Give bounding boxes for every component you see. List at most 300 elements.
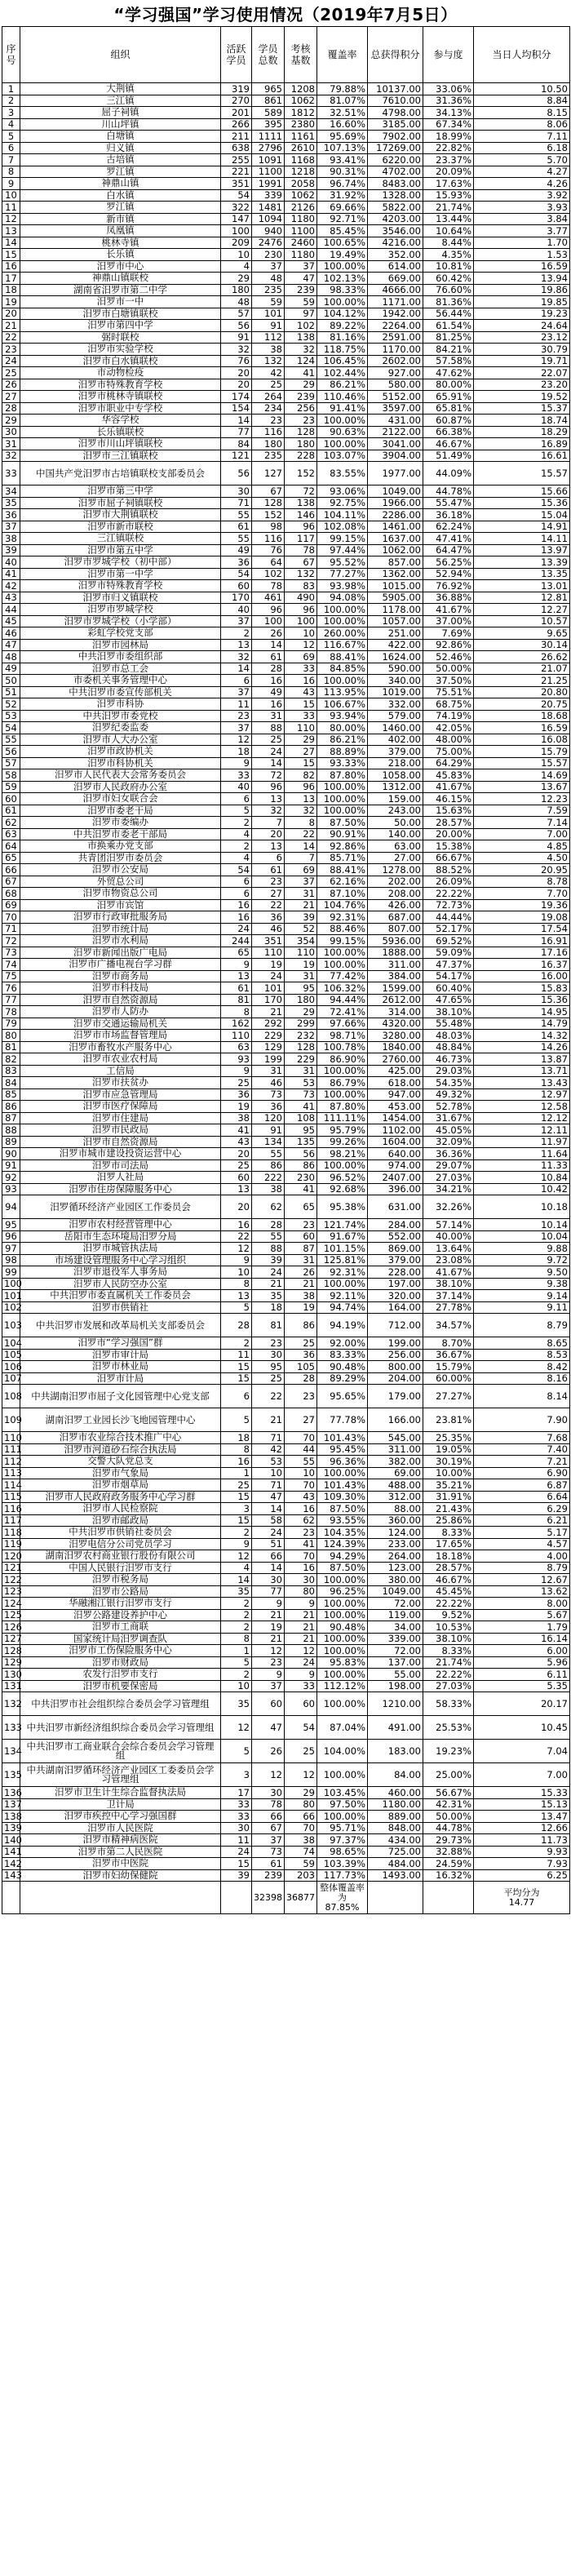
cell-avg: 8.42 (474, 1361, 570, 1373)
cell-participation: 47.37% (423, 959, 474, 971)
cell-avg: 8.53 (474, 1349, 570, 1361)
cell-points: 1057.00 (368, 615, 423, 627)
table-row (2, 864, 570, 876)
cell-participation: 38.10% (423, 1633, 474, 1645)
cell-base: 62 (285, 1514, 317, 1527)
cell-base: 180 (285, 994, 317, 1006)
cell-active: 25 (221, 1159, 252, 1172)
cell-org: 长乐镇联校 (20, 426, 221, 438)
cell-points: 311.00 (368, 959, 423, 971)
cell-total: 7 (252, 817, 285, 829)
table-row (2, 426, 570, 438)
table-row (2, 1408, 570, 1432)
cell-base: 354 (285, 935, 317, 947)
cell-org: 汨罗市农村经营管理中心 (20, 1219, 221, 1231)
cell-active: 16 (221, 1219, 252, 1231)
cell-total: 180 (252, 438, 285, 450)
cell-points: 7610.00 (368, 95, 423, 107)
table-row (2, 769, 570, 782)
cell-points: 1493.00 (368, 1869, 423, 1882)
cell-points: 379.00 (368, 1254, 423, 1266)
cell-org: 汨罗市人民代表大会常务委员会 (20, 769, 221, 782)
cell-active: 39 (221, 1869, 252, 1882)
cell-total: 96 (252, 604, 285, 616)
cell-participation: 10.53% (423, 1621, 474, 1634)
table-row (2, 308, 570, 320)
cell-index: 135 (2, 1763, 20, 1787)
cell-base: 1161 (285, 131, 317, 143)
cell-points: 2122.00 (368, 426, 423, 438)
table-row (2, 675, 570, 687)
cell-total: 60 (252, 1692, 285, 1716)
cell-index: 15 (2, 249, 20, 261)
cell-base: 1812 (285, 107, 317, 119)
cell-base: 83 (285, 580, 317, 592)
cell-org: 汨罗电信分公司党员学习 (20, 1538, 221, 1550)
cell-points: 243.00 (368, 805, 423, 817)
cell-org: 新市镇 (20, 213, 221, 225)
cell-participation: 27.78% (423, 1301, 474, 1314)
cell-org: 汨罗市河道砂石综合执法局 (20, 1443, 221, 1456)
cell-index: 139 (2, 1822, 20, 1834)
cell-org: 古培镇 (20, 154, 221, 166)
cell-avg: 3.92 (474, 189, 570, 202)
cell-participation: 22.82% (423, 142, 474, 154)
cell-avg: 8.00 (474, 1598, 570, 1610)
cell-active: 8 (221, 1633, 252, 1645)
cell-points: 197.00 (368, 1278, 423, 1290)
cell-total: 21 (252, 1609, 285, 1621)
cell-total: 77 (252, 1585, 285, 1598)
cell-org: 汨罗市第四中学 (20, 320, 221, 332)
cell-index: 29 (2, 415, 20, 427)
table-row (2, 1266, 570, 1279)
cell-index: 114 (2, 1479, 20, 1492)
cell-points: 927.00 (368, 367, 423, 379)
cell-base: 27 (285, 1408, 317, 1432)
cell-index: 75 (2, 970, 20, 982)
cell-points: 2760.00 (368, 1053, 423, 1066)
cell-avg: 15.36 (474, 994, 570, 1006)
cell-index: 113 (2, 1467, 20, 1479)
cell-avg: 8.65 (474, 1337, 570, 1350)
cell-index: 8 (2, 166, 20, 178)
table-row (2, 1692, 570, 1716)
cell-org: 汨罗市委编办 (20, 817, 221, 829)
cell-active: 12 (221, 1243, 252, 1255)
cell-index: 16 (2, 260, 20, 273)
cell-participation: 62.24% (423, 521, 474, 533)
cell-points: 1977.00 (368, 462, 423, 485)
table-row (2, 1077, 570, 1089)
cell-coverage: 102.08% (317, 521, 368, 533)
cell-index: 60 (2, 793, 20, 805)
cell-active: 209 (221, 237, 252, 249)
cell-base: 43 (285, 686, 317, 698)
cell-active: 1 (221, 1467, 252, 1479)
cell-total: 101 (252, 308, 285, 320)
cell-participation: 28.57% (423, 1562, 474, 1574)
table-row (2, 1372, 570, 1385)
cell-org: 汨罗市“学习强国”群 (20, 1337, 221, 1350)
cell-active: 2 (221, 1669, 252, 1681)
cell-total: 351 (252, 935, 285, 947)
summary-coverage-label: 整体覆盖率为 (320, 1882, 365, 1903)
cell-index: 88 (2, 1124, 20, 1137)
cell-base: 132 (285, 568, 317, 580)
cell-total: 965 (252, 83, 285, 95)
cell-base: 12 (285, 1763, 317, 1787)
cell-total: 940 (252, 225, 285, 237)
cell-base: 43 (285, 1491, 317, 1503)
table-row (2, 1290, 570, 1302)
cell-participation: 30.19% (423, 1456, 474, 1468)
cell-active: 5 (221, 1408, 252, 1432)
cell-points: 166.00 (368, 1408, 423, 1432)
cell-org: 外贸总公司 (20, 876, 221, 888)
cell-points: 3185.00 (368, 118, 423, 131)
cell-coverage: 100.00% (317, 438, 368, 450)
cell-coverage: 96.25% (317, 1585, 368, 1598)
cell-points: 1049.00 (368, 485, 423, 498)
cell-points: 137.00 (368, 1656, 423, 1669)
table-row (2, 876, 570, 888)
table-row (2, 485, 570, 498)
cell-points: 140.00 (368, 828, 423, 840)
cell-org: 彩虹学校党支部 (20, 627, 221, 640)
cell-avg: 22.07 (474, 367, 570, 379)
cell-org: 汨罗市邮政局 (20, 1514, 221, 1527)
cell-participation: 32.88% (423, 1846, 474, 1858)
table-row (2, 923, 570, 935)
cell-total: 589 (252, 107, 285, 119)
cell-points: 947.00 (368, 1088, 423, 1101)
cell-active: 12 (221, 734, 252, 746)
cell-participation: 19.05% (423, 1443, 474, 1456)
table-row (2, 1598, 570, 1610)
table-row (2, 592, 570, 604)
cell-points: 1102.00 (368, 1124, 423, 1137)
cell-base: 135 (285, 1136, 317, 1148)
cell-index: 46 (2, 627, 20, 640)
cell-points: 159.00 (368, 793, 423, 805)
cell-index: 122 (2, 1574, 20, 1586)
cell-base: 28 (285, 1372, 317, 1385)
cell-active: 6 (221, 793, 252, 805)
cell-avg: 9.38 (474, 1278, 570, 1290)
cell-active: 2 (221, 840, 252, 853)
cell-active: 19 (221, 1101, 252, 1113)
cell-total: 128 (252, 497, 285, 509)
cell-avg: 7.11 (474, 131, 570, 143)
cell-active: 16 (221, 911, 252, 924)
cell-participation: 56.67% (423, 1787, 474, 1799)
summary-org (20, 1882, 221, 1914)
cell-points: 256.00 (368, 1349, 423, 1361)
cell-active: 33 (221, 1811, 252, 1823)
cell-avg: 10.50 (474, 83, 570, 95)
table-row (2, 627, 570, 640)
cell-index: 132 (2, 1692, 20, 1716)
table-row (2, 734, 570, 746)
cell-avg: 6.64 (474, 1491, 570, 1503)
cell-participation: 92.86% (423, 639, 474, 651)
cell-participation: 13.64% (423, 1243, 474, 1255)
cell-total: 98 (252, 521, 285, 533)
cell-active: 2 (221, 1609, 252, 1621)
cell-index: 121 (2, 1562, 20, 1574)
cell-base: 2610 (285, 142, 317, 154)
cell-active: 14 (221, 415, 252, 427)
cell-base: 78 (285, 544, 317, 556)
cell-points: 1171.00 (368, 296, 423, 308)
cell-total: 239 (252, 1869, 285, 1882)
summary-avg-label: 平均分为 (503, 1887, 540, 1898)
cell-points: 72.00 (368, 1598, 423, 1610)
cell-org: 汨罗市新闻出版广电局 (20, 947, 221, 959)
cell-points: 4320.00 (368, 1018, 423, 1030)
cell-active: 638 (221, 142, 252, 154)
cell-points: 4702.00 (368, 166, 423, 178)
cell-active: 36 (221, 556, 252, 569)
cell-participation: 27.03% (423, 1680, 474, 1692)
cell-total: 61 (252, 864, 285, 876)
cell-coverage: 86.79% (317, 1077, 368, 1089)
cell-points: 5822.00 (368, 202, 423, 214)
cell-coverage: 92.31% (317, 1266, 368, 1279)
cell-base: 70 (285, 1822, 317, 1834)
cell-base: 15 (285, 757, 317, 769)
cell-participation: 57.14% (423, 1219, 474, 1231)
cell-org: 汨罗纪委监委 (20, 722, 221, 734)
cell-avg: 4.85 (474, 840, 570, 853)
cell-total: 37 (252, 260, 285, 273)
cell-avg: 6.25 (474, 1869, 570, 1882)
cell-coverage: 99.26% (317, 1136, 368, 1148)
cell-participation: 76.60% (423, 284, 474, 296)
cell-coverage: 99.15% (317, 533, 368, 545)
cell-index: 128 (2, 1645, 20, 1657)
cell-org: 汨罗市白水镇联校 (20, 355, 221, 367)
cell-coverage: 100.00% (317, 781, 368, 793)
cell-org: 汨罗市园林局 (20, 639, 221, 651)
cell-active: 266 (221, 118, 252, 131)
cell-avg: 7.00 (474, 828, 570, 840)
cell-index: 40 (2, 556, 20, 569)
cell-total: 24 (252, 1527, 285, 1539)
cell-participation: 56.44% (423, 308, 474, 320)
cell-participation: 34.13% (423, 107, 474, 119)
cell-total: 49 (252, 686, 285, 698)
cell-active: 319 (221, 83, 252, 95)
cell-points: 17269.00 (368, 142, 423, 154)
cell-coverage: 87.80% (317, 1101, 368, 1113)
cell-index: 125 (2, 1609, 20, 1621)
cell-coverage: 95.65% (317, 1385, 368, 1408)
cell-avg: 5.96 (474, 1656, 570, 1669)
cell-org: 汨罗市科技局 (20, 982, 221, 995)
cell-base: 110 (285, 722, 317, 734)
cell-org: 汨罗市妇幼保健院 (20, 1869, 221, 1882)
cell-avg: 8.79 (474, 1562, 570, 1574)
cell-points: 382.00 (368, 1456, 423, 1468)
table-row (2, 1669, 570, 1681)
cell-index: 76 (2, 982, 20, 995)
cell-points: 453.00 (368, 1101, 423, 1113)
col-header-org: 组织 (20, 27, 221, 83)
cell-active: 9 (221, 1538, 252, 1550)
cell-org: 汨罗市医疗保障局 (20, 1101, 221, 1113)
cell-base: 96 (285, 781, 317, 793)
table-row (2, 722, 570, 734)
cell-participation: 61.54% (423, 320, 474, 332)
cell-total: 2476 (252, 237, 285, 249)
table-row (2, 1337, 570, 1350)
cell-base: 29 (285, 734, 317, 746)
cell-points: 204.00 (368, 1372, 423, 1385)
cell-points: 669.00 (368, 273, 423, 285)
table-row (2, 260, 570, 273)
cell-base: 30 (285, 1574, 317, 1586)
cell-avg: 18.74 (474, 415, 570, 427)
cell-active: 37 (221, 722, 252, 734)
cell-coverage: 88.41% (317, 864, 368, 876)
table-row (2, 663, 570, 675)
cell-coverage: 86.21% (317, 379, 368, 391)
cell-total: 48 (252, 273, 285, 285)
cell-org: 汨罗市机要保密局 (20, 1680, 221, 1692)
cell-total: 234 (252, 402, 285, 415)
cell-base: 16 (285, 1503, 317, 1515)
cell-participation: 26.09% (423, 876, 474, 888)
cell-org: 中共汨罗市供销社委员会 (20, 1527, 221, 1539)
cell-coverage: 80.00% (317, 722, 368, 734)
cell-active: 32 (221, 651, 252, 663)
cell-index: 42 (2, 580, 20, 592)
cell-total: 78 (252, 1798, 285, 1811)
cell-active: 91 (221, 331, 252, 344)
cell-participation: 65.91% (423, 391, 474, 403)
table-row (2, 1278, 570, 1290)
cell-active: 36 (221, 1088, 252, 1101)
cell-avg: 19.36 (474, 899, 570, 911)
cell-base: 230 (285, 1172, 317, 1184)
cell-coverage: 86.90% (317, 1053, 368, 1066)
cell-org: 农发行汨罗市支行 (20, 1669, 221, 1681)
cell-org: 白水镇 (20, 189, 221, 202)
cell-coverage: 89.29% (317, 1372, 368, 1385)
table-row (2, 296, 570, 308)
cell-active: 56 (221, 462, 252, 485)
cell-index: 123 (2, 1585, 20, 1598)
cell-base: 36 (285, 1349, 317, 1361)
table-row (2, 1798, 570, 1811)
cell-points: 3904.00 (368, 450, 423, 462)
cell-points: 974.00 (368, 1159, 423, 1172)
cell-points: 431.00 (368, 415, 423, 427)
cell-index: 14 (2, 237, 20, 249)
cell-org: 汨罗市行政审批服务局 (20, 911, 221, 924)
cell-base: 7 (285, 852, 317, 864)
cell-avg: 12.67 (474, 1574, 570, 1586)
cell-points: 2407.00 (368, 1172, 423, 1184)
cell-coverage: 100.00% (317, 1669, 368, 1681)
cell-index: 98 (2, 1254, 20, 1266)
cell-active: 2 (221, 1337, 252, 1350)
cell-avg: 10.14 (474, 1219, 570, 1231)
cell-total: 55 (252, 1230, 285, 1243)
cell-base: 228 (285, 450, 317, 462)
cell-avg: 6.18 (474, 142, 570, 154)
cell-org: 汨罗市林业局 (20, 1361, 221, 1373)
cell-avg: 8.79 (474, 1314, 570, 1337)
summary-avg (474, 1882, 570, 1914)
cell-org: 汨罗市白塘镇联校 (20, 308, 221, 320)
table-row (2, 118, 570, 131)
cell-total: 37 (252, 1680, 285, 1692)
cell-points: 55.00 (368, 1669, 423, 1681)
cell-total: 292 (252, 1018, 285, 1030)
cell-index: 118 (2, 1527, 20, 1539)
cell-total: 102 (252, 568, 285, 580)
cell-active: 77 (221, 426, 252, 438)
cell-index: 5 (2, 131, 20, 143)
cell-org: 屈子祠镇 (20, 107, 221, 119)
cell-avg: 16.14 (474, 1633, 570, 1645)
cell-points: 1461.00 (368, 521, 423, 533)
cell-base: 29 (285, 1787, 317, 1799)
cell-active: 6 (221, 888, 252, 900)
cell-total: 47 (252, 1491, 285, 1503)
cell-base: 100 (285, 615, 317, 627)
cell-coverage: 93.06% (317, 485, 368, 498)
cell-active: 93 (221, 1053, 252, 1066)
cell-index: 22 (2, 331, 20, 344)
cell-points: 3041.00 (368, 438, 423, 450)
cell-coverage: 104.76% (317, 899, 368, 911)
cell-avg: 13.97 (474, 544, 570, 556)
table-row (2, 568, 570, 580)
cell-total: 1094 (252, 213, 285, 225)
cell-points: 123.00 (368, 1562, 423, 1574)
cell-index: 65 (2, 852, 20, 864)
cell-index: 35 (2, 497, 20, 509)
cell-org: 中共汨罗市发展和改革局机关支部委员会 (20, 1314, 221, 1337)
cell-total: 42 (252, 1443, 285, 1456)
cell-org: 汨罗市第五中学 (20, 544, 221, 556)
cell-total: 25 (252, 1372, 285, 1385)
cell-total: 10 (252, 1467, 285, 1479)
cell-active: 20 (221, 1195, 252, 1219)
cell-base: 70 (285, 1479, 317, 1492)
cell-index: 57 (2, 757, 20, 769)
cell-active: 15 (221, 1491, 252, 1503)
cell-coverage: 81.16% (317, 331, 368, 344)
cell-org: 中共汨罗市委宣传部机关 (20, 686, 221, 698)
cell-avg: 4.57 (474, 1538, 570, 1550)
cell-org: 汨罗人社局 (20, 1172, 221, 1184)
cell-participation: 29.73% (423, 1834, 474, 1847)
cell-base: 12 (285, 639, 317, 651)
cell-coverage: 100.00% (317, 1598, 368, 1610)
cell-avg: 14.95 (474, 1006, 570, 1018)
cell-total: 42 (252, 367, 285, 379)
cell-coverage: 112.12% (317, 1680, 368, 1692)
cell-points: 1637.00 (368, 533, 423, 545)
cell-index: 31 (2, 438, 20, 450)
cell-total: 1481 (252, 202, 285, 214)
cell-points: 251.00 (368, 627, 423, 640)
